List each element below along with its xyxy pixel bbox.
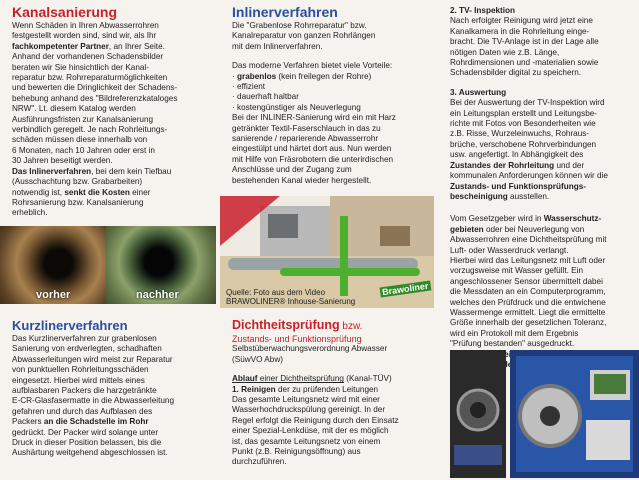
text-line: (SüwVO Abw)	[232, 354, 283, 364]
text-line: gedrückt. Der Packer wird solange unter	[12, 427, 159, 437]
text-line: mit dem Inlinerverfahren.	[232, 41, 323, 51]
text-line: 6 Monaten, nach 10 Jahren oder erst in	[12, 145, 155, 155]
text-line: Regel erfolgt die Reinigung durch den Einsatz	[232, 415, 399, 425]
text-line: reparatur bzw. Rohrreparaturmöglichkeiten	[12, 73, 168, 83]
text-line: fachkompetenter Partner, an Ihrer Seite.	[12, 41, 165, 51]
text-line: z.B. Risse, Wurzeleinwuchs, Rohraus-	[450, 129, 590, 139]
text-line: E-CR-Glasfasermatte in die Abwasserleitung	[12, 396, 174, 406]
inliner-photo-caption-2: BRAWOLINER® Inhouse-Sanierung	[226, 297, 356, 306]
text-line: Ausführungsfristen zur Kanalsanierung	[12, 114, 154, 124]
text-line: Kanalkamera in die Rohrleitung einge-	[450, 26, 590, 36]
text-line: Schadensbilder digital zu speichern.	[450, 68, 582, 78]
dichtheit-heading: Dichtheitsprüfung bzw.	[232, 318, 363, 332]
equipment-photo-left	[450, 350, 506, 478]
text-line: Das gesamte Leitungsnetz wird mit einer	[232, 395, 380, 405]
text-line: bracht. Die TV-Anlage ist in der Lage alle	[450, 37, 599, 47]
text-line: bescheinigung ausstellen.	[450, 191, 550, 201]
kurzliner-section	[12, 318, 217, 459]
text-line: Wenn Schäden in Ihren Abwasserrohren	[12, 21, 159, 30]
brawoliner-logo: Brawoliner	[380, 281, 431, 298]
text-line: Abwasserleitungen wird meist zur Reparatur	[12, 354, 173, 364]
inliner-photo-caption-1: Quelle: Foto aus dem Video	[226, 288, 326, 297]
step-1-title: 1. Reinigen der zu prüfenden Leitungen	[232, 384, 379, 394]
text-line: notwendig ist, senkt die Kosten einer	[12, 187, 151, 197]
text-line: welches den Prüfdruck und die entwichene	[450, 297, 606, 307]
pipe-photo-before	[0, 226, 106, 304]
ablauf-line: Ablauf einer Dichtheitsprüfung (Kanal-TÜV)	[232, 374, 392, 384]
step-2-title: 2. TV- Inspektion	[450, 6, 516, 15]
text-line: usw. angefertigt. In Abhängigkeit des	[450, 150, 584, 160]
text-line: Das Inlinerverfahren, bei dem kein Tiefbau	[12, 166, 172, 176]
text-line: Wasserhochdruckspülung gereinigt. In der	[232, 405, 386, 415]
pipe-photo-after	[106, 226, 216, 304]
text-line: Bei der INLINER-Sanierung wird ein mit Harz	[232, 113, 396, 123]
text-line: brüche, verschobene Rohrverbindungen	[450, 139, 597, 149]
kanalsanierung-heading: Kanalsanierung	[12, 4, 118, 20]
step-3-title: 3. Auswertung	[450, 87, 507, 97]
text-line: Zustandes der Rohrleitung und der	[450, 160, 585, 170]
text-line: ist, das gesamte Leitungsnetz von einem	[232, 436, 381, 446]
text-line: Luft- oder Wasserdruck verlangt.	[450, 245, 569, 255]
text-line: eingesetzt. Hierbei wird mittels eines	[12, 375, 145, 385]
text-line: eingestülpt und härtet dort aus. Nun werden	[232, 144, 392, 154]
text-line: Das Kurzlinerverfahren zur grabenlosen	[12, 334, 157, 343]
equipment-photo-right	[510, 350, 639, 478]
before-label: vorher	[36, 288, 71, 301]
text-line: Zustands- und Funktionsprüfungs-	[450, 181, 586, 191]
text-line: Größe innerhalb der gesetzlichen Toleranz,	[450, 318, 607, 328]
inliner-photo	[220, 196, 434, 308]
text-line: von punktuellen Rohrleitungsschäden	[12, 365, 149, 375]
text-line: ein Leitungsplan erstellt und Leitungsbe-	[450, 108, 598, 118]
text-line: Landesamt	[488, 360, 532, 369]
text-line: erheblich.	[12, 208, 48, 218]
text-line: Punkt (z.B. Reinigungsöffnung) aus	[232, 447, 361, 457]
text-line: Anhand der vorhandenen Schadensbilder	[12, 52, 164, 62]
bullet-item: · dauerhaft haltbar	[232, 92, 299, 102]
text-line: wird ein Protokoll mit dem Ergebnis	[450, 328, 579, 338]
text-line: Rohrsanierung bzw. Kanalsanierung	[12, 197, 144, 207]
text-line: angeschlossener Sensor übermittelt dabei	[450, 276, 603, 286]
text-line: Das moderne Verfahren bietet viele Vorteile:	[232, 61, 393, 71]
text-line: schäden müssen diese innerhalb von	[12, 135, 148, 145]
text-line: richte mit Fotos von Besonderheiten wie	[450, 119, 596, 129]
text-line: gebieten oder bei Neuverlegung von	[450, 224, 585, 234]
equipment-illustration-left	[450, 350, 506, 478]
text-line: Die "Grabenlose Rohrreparatur" bzw.	[232, 21, 367, 30]
right-section	[450, 6, 636, 370]
inliner-section	[232, 4, 432, 186]
text-line: (Ausschachtung bzw. Grabarbeiten)	[12, 177, 143, 187]
text-line: 30 Jahren beseitigt werden.	[12, 156, 113, 166]
equipment-illustration-right	[510, 350, 639, 478]
text-line: bestehenden Kanal wieder hergestellt.	[232, 175, 372, 185]
kanalsanierung-section	[12, 4, 217, 219]
text-line: kommunalen Anforderungen können wir die	[450, 171, 608, 181]
bullet-item: · kostengünstiger als Neuverlegung	[232, 102, 361, 112]
text-line: beraten wir Sie hinsichtlich der Kanal-	[12, 62, 149, 72]
text-line: verbindlich geregelt. Je nach Rohrleitungs-	[12, 125, 168, 135]
text-line: Wassermenge ermittelt. Liegt die ermittelte	[450, 307, 606, 317]
text-line: Vom Gesetzgeber wird in Wasserschutz-	[450, 214, 602, 224]
text-line: festgestellt worden sind, sind wir, als Ihr	[12, 31, 157, 41]
text-line: vorzugsweise mit Wasser gefüllt. Ein	[450, 266, 584, 276]
kurzliner-heading: Kurzlinerverfahren	[12, 318, 128, 333]
text-line: Kanalreparatur von ganzen Rohrlängen	[232, 31, 376, 41]
dichtheit-subheading: Zustands- und Funktionsprüfung	[232, 334, 362, 344]
text-line: gefahren und durch das Aufblasen des	[12, 406, 153, 416]
after-label: nachher	[136, 288, 179, 301]
text-line: die Messdaten an ein Computerprogramm,	[450, 287, 606, 297]
text-line: mit Hilfe von Fräsrobotern die unterirdischen	[232, 154, 394, 164]
text-line: "Prüfung bestanden" ausgedruckt.	[450, 339, 575, 349]
text-line: NRW". Lt. diesem Katalog werden	[12, 104, 136, 114]
text-line: Packers an die Schadstelle im Rohr	[12, 417, 149, 427]
text-line: Selbstüberwachungsverordnung Abwasser	[232, 344, 388, 354]
text-line: aufblasbaren Packers die harzgetränkte	[12, 386, 157, 396]
text-line: getränkter Textil-Faserschlauch in das zu	[232, 123, 381, 133]
text-line: und bewerten die Dringlichkeit der Schadens-	[12, 83, 178, 93]
text-line: Aushärtung weitgehend abgeschlossen ist.	[12, 448, 168, 458]
text-line: Bei der Auswertung der TV-Inspektion wird	[450, 98, 605, 108]
text-line: einer Spezial-Lenkdüse, mit der es möglich	[232, 426, 389, 436]
text-line: Nach erfolgter Reinigung wird jetzt eine	[450, 16, 593, 26]
text-line: Hierbei wird das Leitungsnetz mit Luft oder	[450, 255, 606, 265]
text-line: nötigen Daten wie z.B. Länge,	[450, 47, 560, 57]
text-line: Druck in dieser Position belassen, bis die	[12, 438, 162, 448]
text-line: Abwasserrohren eine Dichtheitsprüfung mit	[450, 235, 607, 245]
text-line: Anschlüsse und der Zugang zum	[232, 165, 352, 175]
text-line: Sanierung von erdverlegten, schadhaften	[12, 344, 162, 354]
bullet-item: · grabenlos (kein freilegen der Rohre)	[232, 71, 372, 81]
text-line: Rohrdimensionen und -materialien sowie	[450, 58, 599, 68]
dichtheit-section	[232, 318, 437, 468]
text-line: behebung anhand des "Bildreferenzkataloges	[12, 93, 178, 103]
text-line: sanierende / reparierende Abwasserrohr	[232, 134, 379, 144]
inliner-heading: Inlinerverfahren	[232, 4, 338, 20]
bullet-item: · effizient	[232, 82, 266, 92]
text-line: durchzuführen.	[232, 457, 287, 467]
